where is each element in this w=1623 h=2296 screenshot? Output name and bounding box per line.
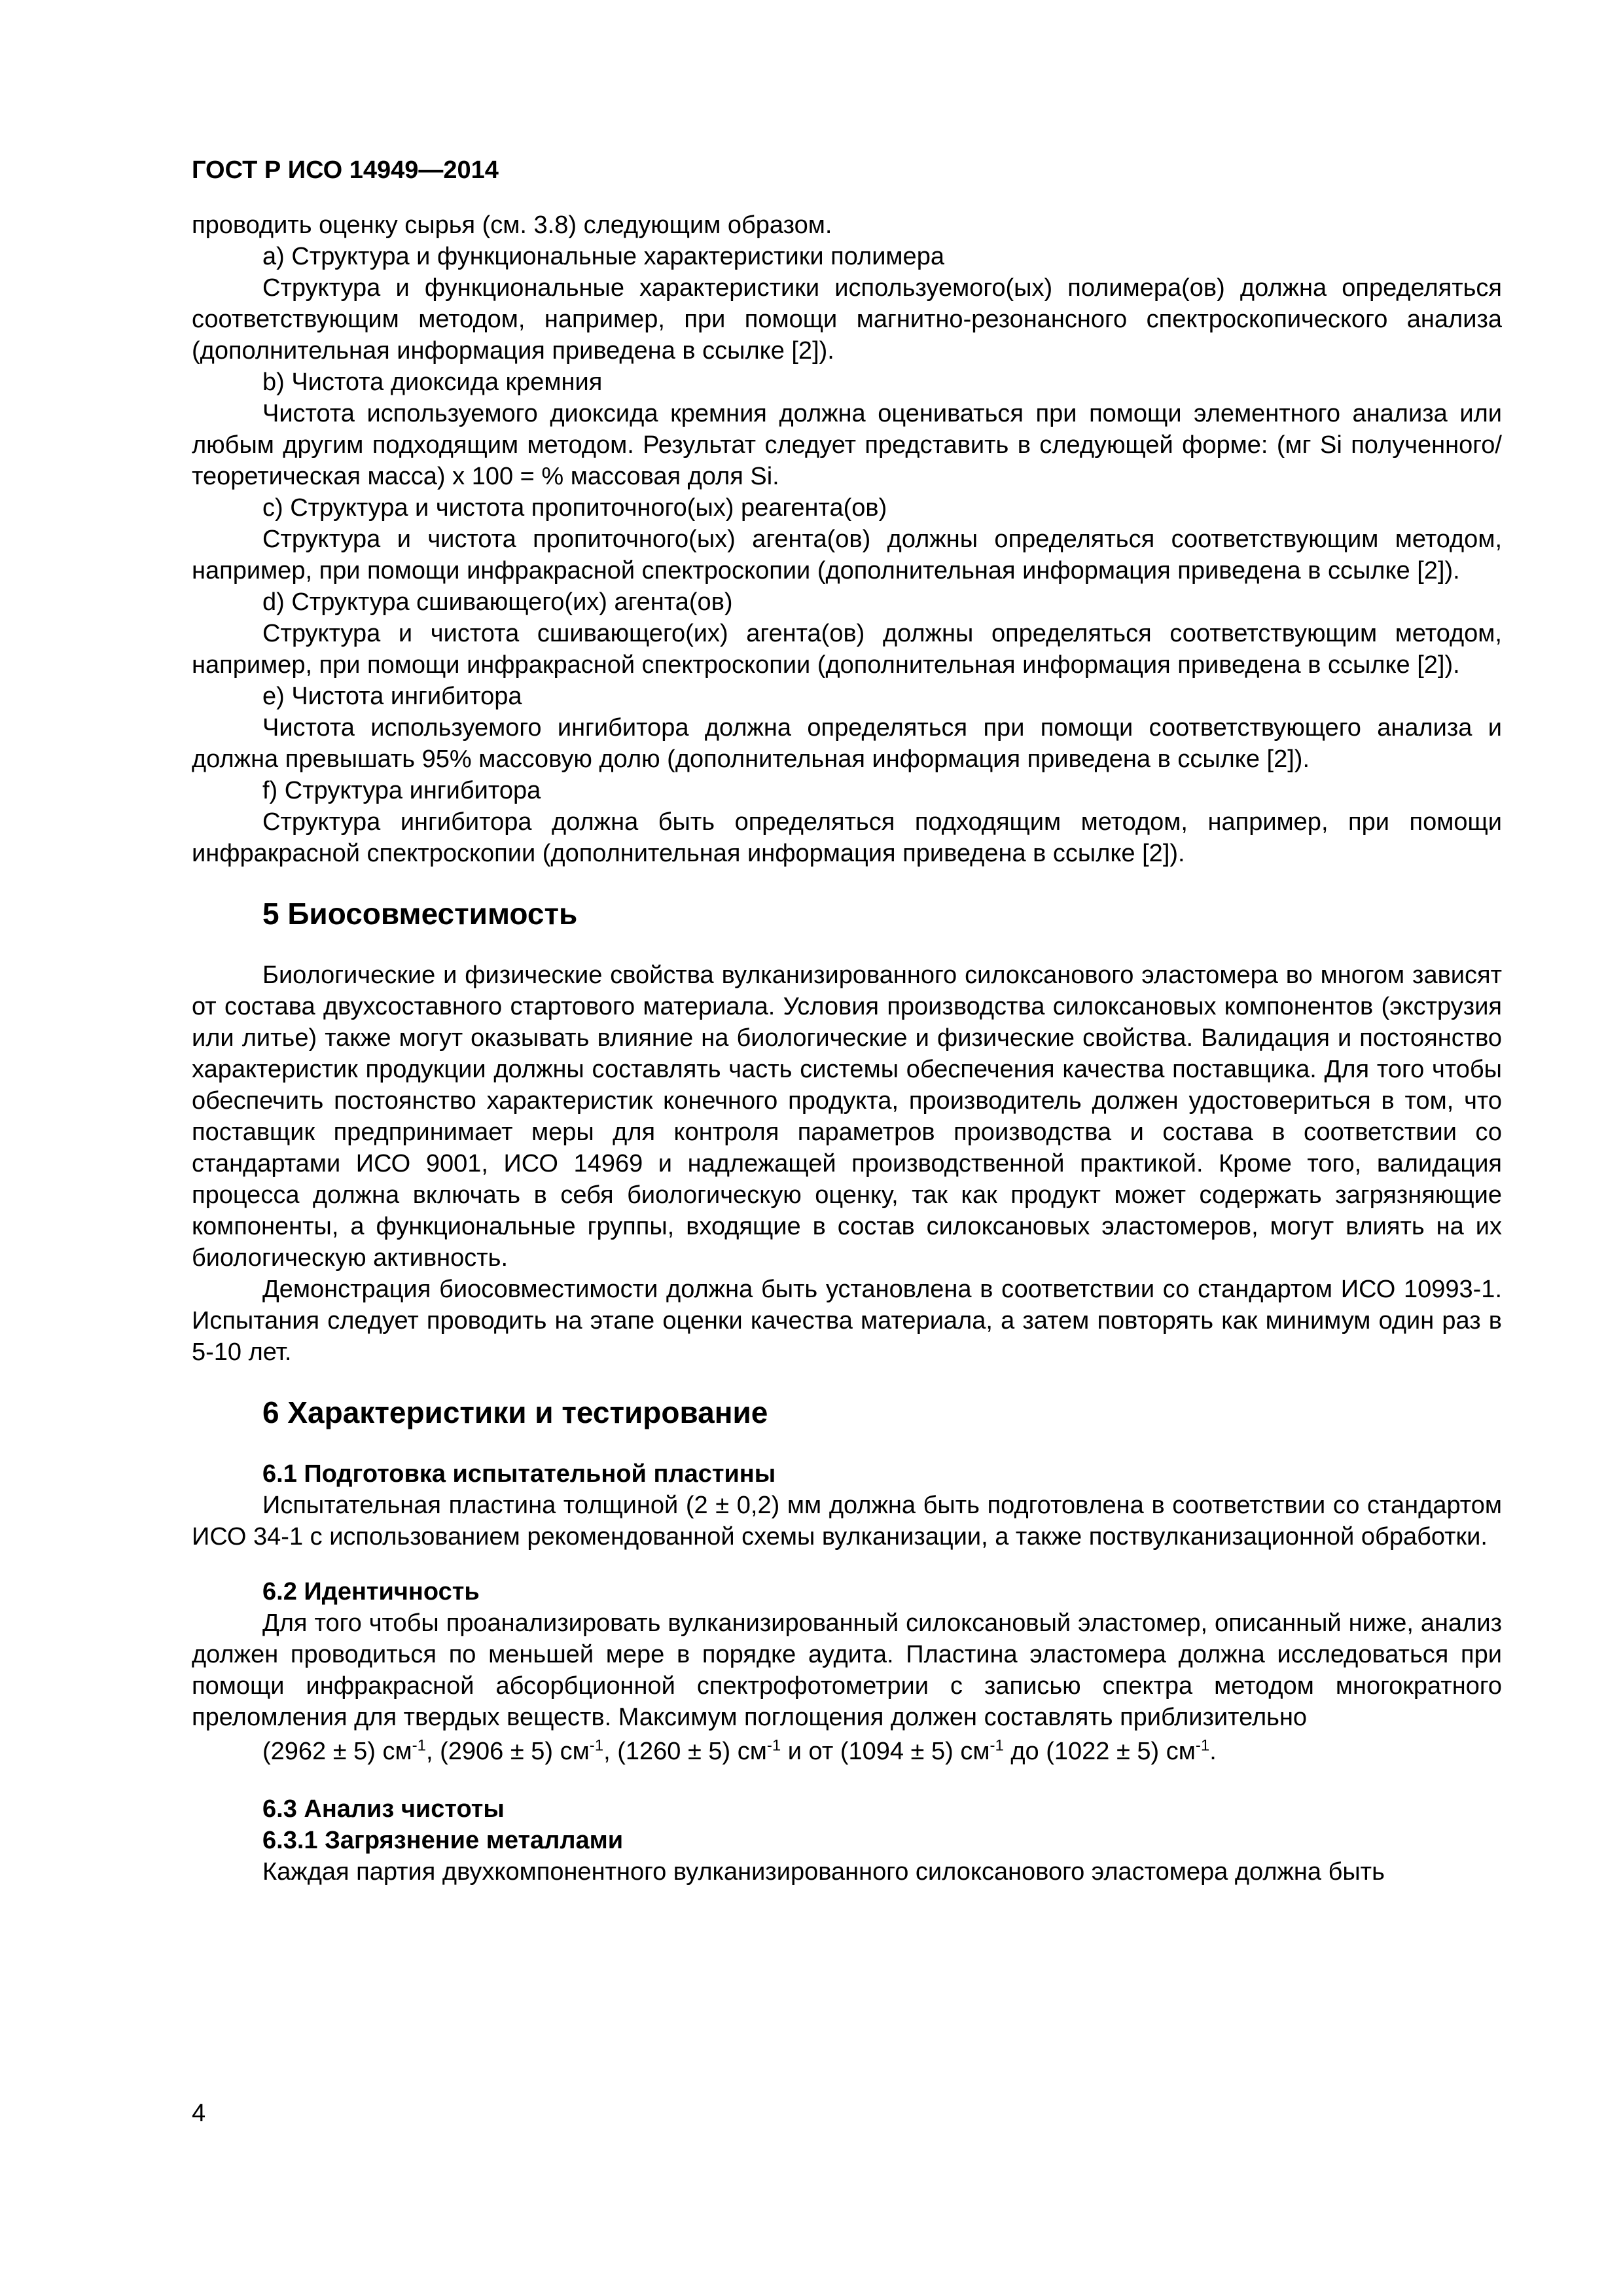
subsection-6-3-1-text: Каждая партия двухкомпонентного вулканизированного силоксанового эластомера должна быть (262, 1858, 1385, 1886)
item-f-title: f) Структура ингибитора (262, 777, 541, 804)
subsection-6-3-heading: 6.3 Анализ чистоты (262, 1795, 505, 1823)
item-e-title: e) Чистота ингибитора (262, 683, 522, 710)
section-5-heading: 5 Биосовместимость (262, 897, 578, 931)
subsection-6-1-heading: 6.1 Подготовка испытательной пластины (262, 1460, 776, 1488)
section-5-paragraph-1: Биологические и физические свойства вулканизированного силоксанового эластомера во многом зависят от состава двухсоставного стартового материала. Условия производства силоксановых компонентов (экструзия или литье) также могут оказывать влияние на биологические и физические свойства. Валидация и постоянство характеристик продукции должны составлять часть системы обеспечения качества поставщика. Для того чтобы обеспечить постоянство характеристик конечного продукта, производитель должен удостовериться в том, что поставщик предпринимает меры для контроля параметров производства и состава в соответствии со стандартами ИСО 9001, ИСО 14969 и надлежащей производственной практикой. Кроме того, валидация процесса должна включать в себя биологическую оценку, так как продукт может содержать загрязняющие компоненты, а функциональные группы, входящие в состав силоксановых эластомеров, могут влиять на их биологическую активность. (192, 961, 1502, 1272)
section-5-paragraph-2: Демонстрация биосовместимости должна быть установлена в соответствии со стандартом ИСО 10993-1. Испытания следует проводить на этапе оценки качества материала, а затем повторять как минимум один раз в 5-10 лет. (192, 1276, 1502, 1366)
absorption-maxima-formula: (2962 ± 5) $см^{-1}$, (2906 ± 5) $см^{-1}$, (1260 ± 5) $см^{-1}$ и от (1094 ± 5) $см^{-1}$ до (1022 ± 5) $см^{-1}$. (262, 1736, 1217, 1765)
subsection-6-2-heading: 6.2 Идентичность (262, 1578, 480, 1605)
item-d-text: Структура и чистота сшивающего(их) агента(ов) должны определяться соответствующим методом, например, при помощи инфракрасной спектроскопии (дополнительная информация приведена в ссылке [2]). (192, 620, 1502, 679)
section-6-heading: 6 Характеристики и тестирование (262, 1395, 768, 1429)
item-f-text: Структура ингибитора должна быть определяться подходящим методом, например, при помощи инфракрасной спектроскопии (дополнительная информация приведена в ссылке [2]). (192, 808, 1502, 867)
document-code-header: ГОСТ Р ИСО 14949—2014 (192, 156, 499, 184)
subsection-6-1-text: Испытательная пластина толщиной (2 ± 0,2) мм должна быть подготовлена в соответствии со стандартом ИСО 34-1 с использованием рекомендованной схемы вулканизации, а также поствулканизационной обработки. (192, 1492, 1502, 1551)
item-e-text: Чистота используемого ингибитора должна определяться при помощи соответствующего анализа и должна превышать 95% массовую долю (дополнительная информация приведена в ссылке [2]). (192, 714, 1502, 773)
document-page (192, 154, 1502, 1888)
item-d-title: d) Структура сшивающего(их) агента(ов) (262, 588, 733, 616)
subsection-6-3-1-heading: 6.3.1 Загрязнение металлами (262, 1827, 624, 1854)
intro-line: проводить оценку сырья (см. 3.8) следующим образом. (192, 211, 832, 239)
item-b-title: b) Чистота диоксида кремния (262, 368, 603, 396)
item-b-text: Чистота используемого диоксида кремния должна оцениваться при помощи элементного анализа или любым другим подходящим методом. Результат следует представить в следующей форме: (мг Si полученного/теоретическая масса) x 100 = % массовая доля Si. (192, 400, 1502, 490)
page-number: 4 (192, 2100, 206, 2127)
item-a-text: Структура и функциональные характеристики используемого(ых) полимера(ов) должна определяться соответствующим методом, например, при помощи магнитно-резонансного спектроскопического анализа (дополнительная информация приведена в ссылке [2]). (192, 274, 1502, 365)
item-c-title: c) Структура и чистота пропиточного(ых) реагента(ов) (262, 494, 887, 522)
item-a-title: a) Структура и функциональные характеристики полимера (262, 243, 944, 270)
item-c-text: Структура и чистота пропиточного(ых) агента(ов) должны определяться соответствующим методом, например, при помощи инфракрасной спектроскопии (дополнительная информация приведена в ссылке [2]). (192, 526, 1502, 584)
subsection-6-2-text: Для того чтобы проанализировать вулканизированный силоксановый эластомер, описанный ниже, анализ должен проводиться по меньшей мере в порядке аудита. Пластина эластомера должна исследоваться при помощи инфракрасной абсорбционной спектрофотометрии с записью спектра методом многократного преломления для твердых веществ. Максимум поглощения должен составлять приблизительно (192, 1609, 1502, 1731)
